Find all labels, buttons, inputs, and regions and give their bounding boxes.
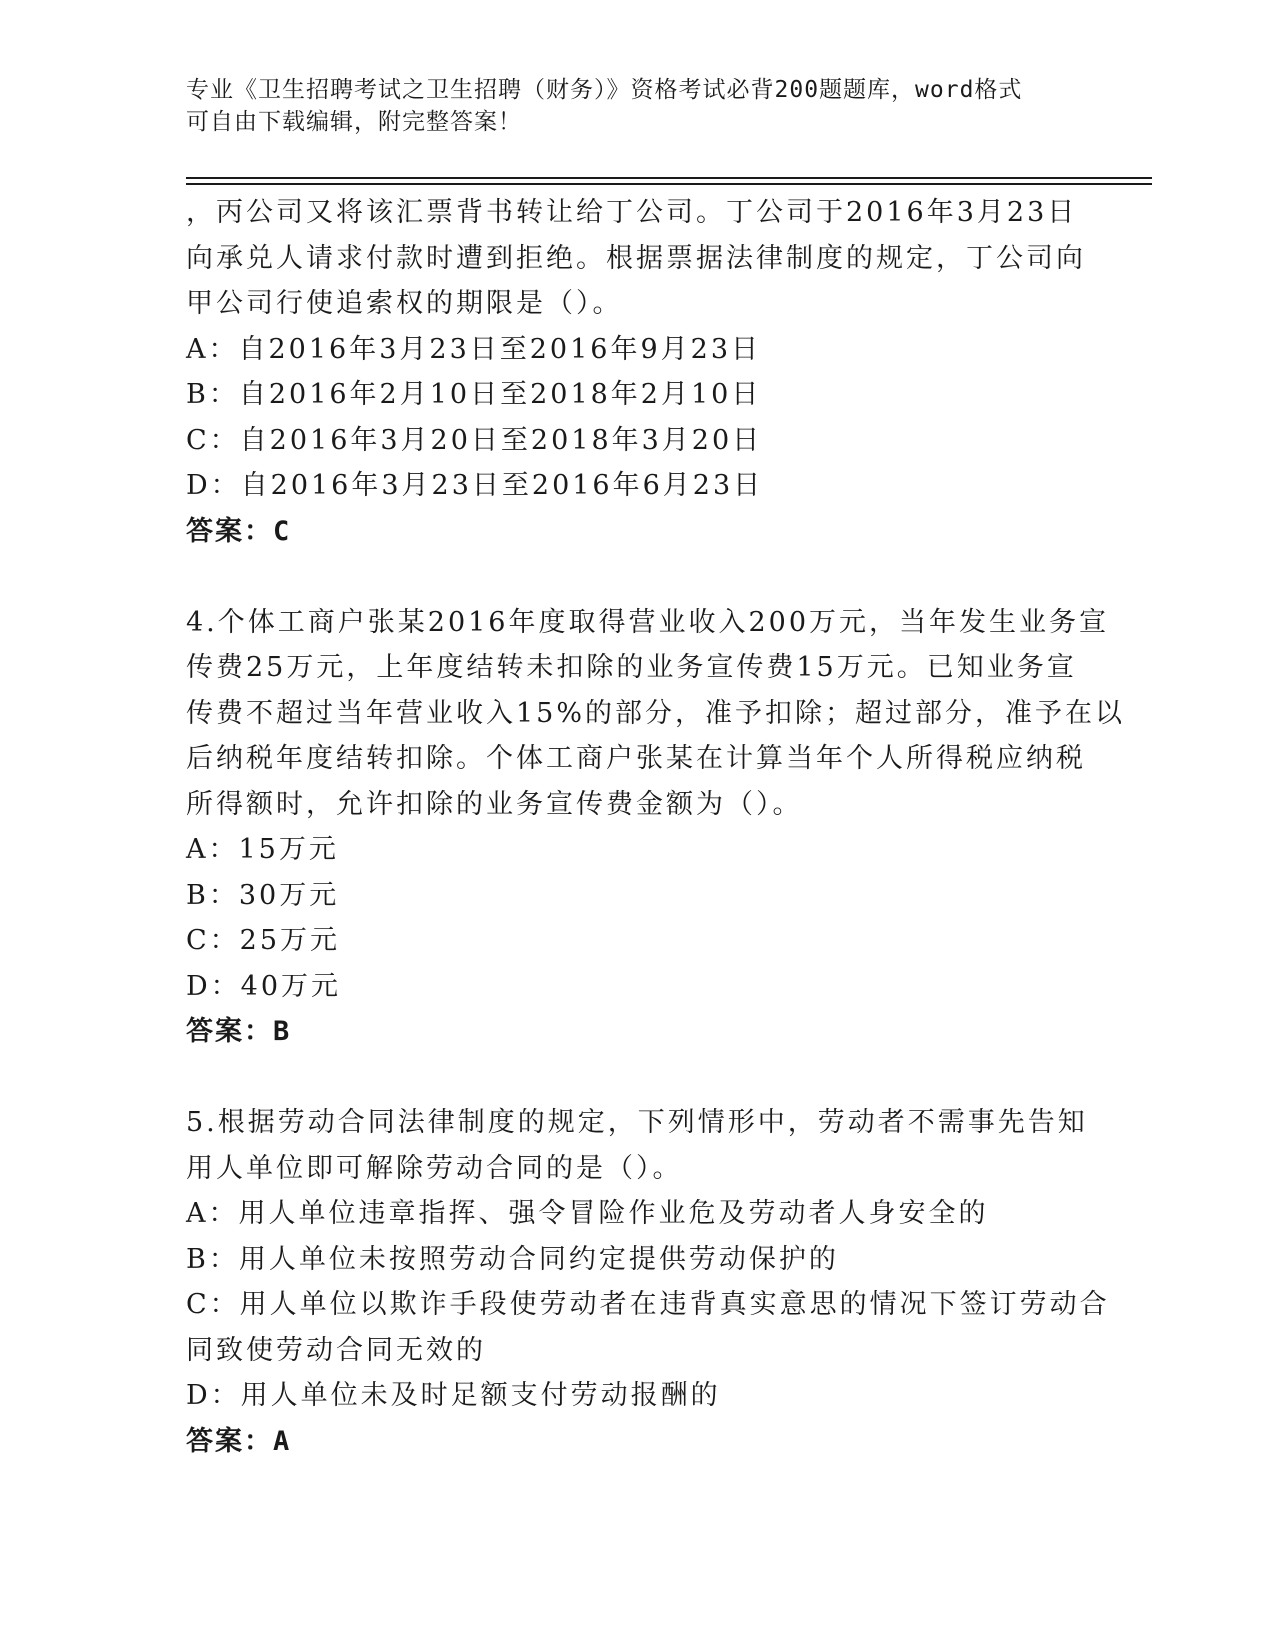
option-b: B：30万元	[186, 879, 340, 911]
answer-label: 答案：C	[186, 515, 292, 547]
document-header	[186, 74, 1086, 138]
option-d: D：用人单位未及时足额支付劳动报酬的	[186, 1380, 721, 1411]
spacer	[186, 554, 1086, 600]
question-4	[186, 600, 1126, 1055]
question-stem-line: 5.根据劳动合同法律制度的规定，下列情形中，劳动者不需事先告知	[186, 1107, 1088, 1138]
question-stem-line: 后纳税年度结转扣除。个体工商户张某在计算当年个人所得税应纳税	[186, 743, 1086, 774]
header-line-1: 专业《卫生招聘考试之卫生招聘（财务）》资格考试必背200题题库，word格式	[186, 77, 1023, 103]
header-rule-bottom	[186, 183, 1152, 185]
header-line-2: 可自由下载编辑，附完整答案！	[186, 109, 522, 135]
question-5	[186, 1100, 1110, 1464]
option-a: A：15万元	[186, 834, 339, 865]
header-rule-top	[186, 177, 1152, 179]
question-stem-line: 4.个体工商户张某2016年度取得营业收入200万元，当年发生业务宣	[186, 606, 1110, 638]
question-stem-line: 所得额时，允许扣除的业务宣传费金额为（）。	[186, 788, 803, 820]
option-d: D：自2016年3月23日至2016年6月23日	[186, 470, 764, 501]
option-c-continued: 同致使劳动合同无效的	[186, 1334, 486, 1366]
option-a: A：自2016年3月23日至2016年9月23日	[186, 333, 761, 365]
question-3	[186, 190, 1086, 554]
question-stem-line: 传费25万元，上年度结转未扣除的业务宣传费15万元。已知业务宣	[186, 652, 1077, 683]
question-stem-line: 向承兑人请求付款时遭到拒绝。根据票据法律制度的规定，丁公司向	[186, 242, 1086, 274]
answer-label: 答案：B	[186, 1016, 292, 1047]
option-c: C：25万元	[186, 925, 341, 956]
option-d: D：40万元	[186, 970, 342, 1002]
option-b: B：自2016年2月10日至2018年2月10日	[186, 379, 762, 410]
option-c: C：自2016年3月20日至2018年3月20日	[186, 424, 763, 456]
option-c: C：用人单位以欺诈手段使劳动者在违背真实意思的情况下签订劳动合	[186, 1289, 1110, 1320]
question-stem-line: 传费不超过当年营业收入15%的部分，准予扣除；超过部分，准予在以	[186, 697, 1126, 729]
question-stem-line: 甲公司行使追索权的期限是（）。	[186, 288, 623, 319]
option-b: B：用人单位未按照劳动合同约定提供劳动保护的	[186, 1243, 839, 1275]
option-a: A：用人单位违章指挥、强令冒险作业危及劳动者人身安全的	[186, 1198, 989, 1229]
document-body	[186, 190, 1126, 1464]
answer-label: 答案：A	[186, 1425, 292, 1457]
question-stem-line: 用人单位即可解除劳动合同的是（）。	[186, 1152, 683, 1184]
spacer	[186, 1055, 1086, 1101]
question-stem-line: ，丙公司又将该汇票背书转让给丁公司。丁公司于2016年3月23日	[186, 197, 1078, 228]
